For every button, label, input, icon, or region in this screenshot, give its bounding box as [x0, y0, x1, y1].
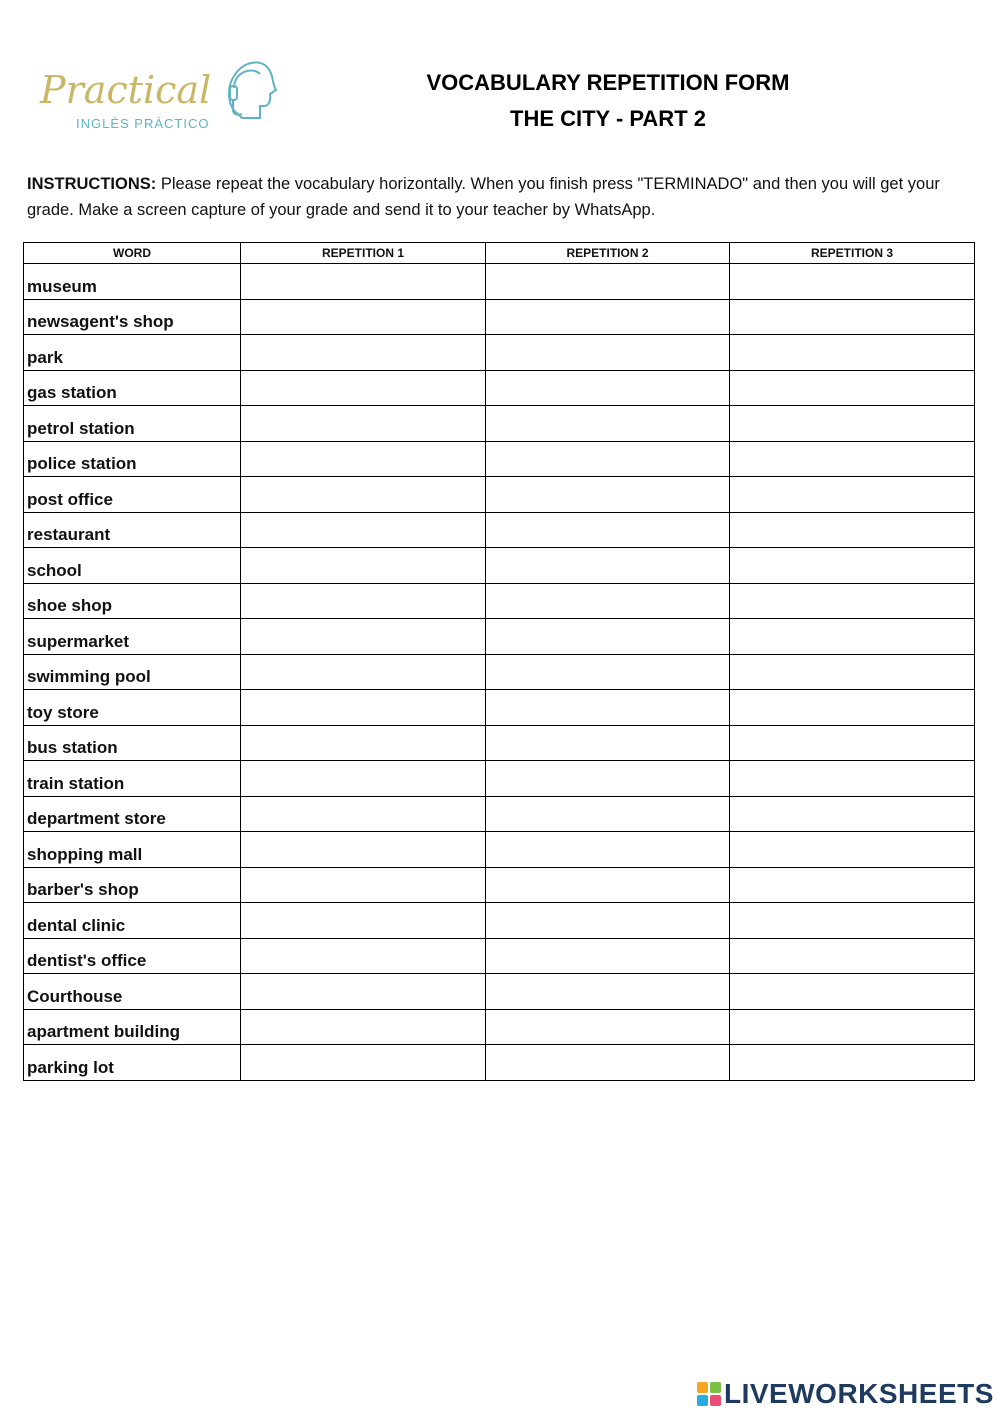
repetition-1-input[interactable]: [241, 583, 486, 619]
table-row: [24, 370, 975, 406]
table-row: [24, 548, 975, 584]
repetition-1-input[interactable]: [241, 619, 486, 655]
word-cell: dental clinic: [24, 903, 241, 939]
word-cell: toy store: [24, 690, 241, 726]
table-row: [24, 867, 975, 903]
repetition-1-input[interactable]: [241, 512, 486, 548]
word-cell: Courthouse: [24, 974, 241, 1010]
practical-logo: [38, 48, 278, 138]
logo-script-text: Practical: [40, 68, 212, 112]
headphone-band-icon: [234, 70, 260, 88]
repetition-3-input[interactable]: [730, 299, 975, 335]
repetition-1-input[interactable]: [241, 406, 486, 442]
repetition-2-input[interactable]: [486, 441, 730, 477]
word-cell: department store: [24, 796, 241, 832]
repetition-1-input[interactable]: [241, 477, 486, 513]
repetition-3-input[interactable]: [730, 690, 975, 726]
word-cell: apartment building: [24, 1009, 241, 1045]
table-row: [24, 654, 975, 690]
repetition-3-input[interactable]: [730, 406, 975, 442]
word-cell: petrol station: [24, 406, 241, 442]
repetition-1-input[interactable]: [241, 1009, 486, 1045]
word-cell: restaurant: [24, 512, 241, 548]
repetition-2-input[interactable]: [486, 725, 730, 761]
header-word: WORD: [24, 243, 241, 264]
table-row: [24, 903, 975, 939]
table-row: [24, 512, 975, 548]
repetition-1-input[interactable]: [241, 441, 486, 477]
repetition-3-input[interactable]: [730, 796, 975, 832]
repetition-2-input[interactable]: [486, 619, 730, 655]
repetition-1-input[interactable]: [241, 299, 486, 335]
repetition-1-input[interactable]: [241, 761, 486, 797]
word-cell: newsagent's shop: [24, 299, 241, 335]
repetition-2-input[interactable]: [486, 903, 730, 939]
repetition-3-input[interactable]: [730, 264, 975, 300]
table-row: [24, 264, 975, 300]
word-cell: police station: [24, 441, 241, 477]
repetition-2-input[interactable]: [486, 583, 730, 619]
word-cell: barber's shop: [24, 867, 241, 903]
logo-square-icon: [697, 1395, 708, 1406]
repetition-2-input[interactable]: [486, 1045, 730, 1081]
headphone-ear-icon: [230, 86, 237, 100]
repetition-2-input[interactable]: [486, 867, 730, 903]
repetition-1-input[interactable]: [241, 796, 486, 832]
repetition-3-input[interactable]: [730, 548, 975, 584]
repetition-3-input[interactable]: [730, 938, 975, 974]
header-repetition-2: REPETITION 2: [486, 243, 730, 264]
repetition-3-input[interactable]: [730, 370, 975, 406]
word-cell: school: [24, 548, 241, 584]
repetition-2-input[interactable]: [486, 761, 730, 797]
table-row: [24, 477, 975, 513]
repetition-2-input[interactable]: [486, 974, 730, 1010]
repetition-3-input[interactable]: [730, 512, 975, 548]
repetition-2-input[interactable]: [486, 832, 730, 868]
word-cell: gas station: [24, 370, 241, 406]
repetition-3-input[interactable]: [730, 583, 975, 619]
table-row: [24, 761, 975, 797]
repetition-2-input[interactable]: [486, 796, 730, 832]
repetition-1-input[interactable]: [241, 974, 486, 1010]
repetition-1-input[interactable]: [241, 264, 486, 300]
repetition-1-input[interactable]: [241, 370, 486, 406]
table-row: [24, 725, 975, 761]
repetition-1-input[interactable]: [241, 938, 486, 974]
repetition-3-input[interactable]: [730, 1009, 975, 1045]
repetition-3-input[interactable]: [730, 761, 975, 797]
table-row: [24, 335, 975, 371]
repetition-1-input[interactable]: [241, 903, 486, 939]
table-row: [24, 441, 975, 477]
repetition-3-input[interactable]: [730, 903, 975, 939]
form-title: VOCABULARY REPETITION FORM: [426, 70, 790, 95]
word-cell: museum: [24, 264, 241, 300]
repetition-3-input[interactable]: [730, 832, 975, 868]
header-repetition-3: REPETITION 3: [730, 243, 975, 264]
table-row: [24, 832, 975, 868]
logo-square-icon: [697, 1382, 708, 1393]
word-cell: parking lot: [24, 1045, 241, 1081]
repetition-3-input[interactable]: [730, 619, 975, 655]
repetition-3-input[interactable]: [730, 477, 975, 513]
vocabulary-table: [23, 242, 975, 1081]
word-cell: park: [24, 335, 241, 371]
repetition-2-input[interactable]: [486, 654, 730, 690]
table-row: [24, 1009, 975, 1045]
repetition-3-input[interactable]: [730, 725, 975, 761]
repetition-1-input[interactable]: [241, 1045, 486, 1081]
logo-square-icon: [710, 1395, 721, 1406]
logo-square-icon: [710, 1382, 721, 1393]
table-row: [24, 1045, 975, 1081]
table-row: [24, 299, 975, 335]
repetition-2-input[interactable]: [486, 548, 730, 584]
repetition-2-input[interactable]: [486, 370, 730, 406]
repetition-3-input[interactable]: [730, 335, 975, 371]
repetition-3-input[interactable]: [730, 441, 975, 477]
repetition-1-input[interactable]: [241, 832, 486, 868]
word-cell: swimming pool: [24, 654, 241, 690]
repetition-2-input[interactable]: [486, 335, 730, 371]
liveworksheets-icon: [697, 1382, 721, 1406]
repetition-3-input[interactable]: [730, 1045, 975, 1081]
repetition-1-input[interactable]: [241, 548, 486, 584]
word-cell: post office: [24, 477, 241, 513]
word-cell: supermarket: [24, 619, 241, 655]
word-cell: shoe shop: [24, 583, 241, 619]
repetition-2-input[interactable]: [486, 477, 730, 513]
liveworksheets-brand: [697, 1378, 994, 1410]
table-row: [24, 938, 975, 974]
liveworksheets-text: LIVEWORKSHEETS: [724, 1378, 994, 1409]
repetition-1-input[interactable]: [241, 725, 486, 761]
repetition-2-input[interactable]: [486, 299, 730, 335]
repetition-3-input[interactable]: [730, 974, 975, 1010]
form-subtitle: THE CITY - PART 2: [510, 106, 706, 131]
repetition-1-input[interactable]: [241, 690, 486, 726]
table-row: [24, 619, 975, 655]
word-cell: train station: [24, 761, 241, 797]
instructions: [27, 171, 977, 223]
header-repetition-1: REPETITION 1: [241, 243, 486, 264]
table-row: [24, 796, 975, 832]
repetition-1-input[interactable]: [241, 654, 486, 690]
table-row: [24, 406, 975, 442]
word-cell: bus station: [24, 725, 241, 761]
repetition-2-input[interactable]: [486, 512, 730, 548]
repetition-2-input[interactable]: [486, 938, 730, 974]
logo-subtitle: INGLÉS PRÁCTICO: [76, 116, 210, 131]
table-header-row: [24, 243, 975, 264]
table-row: [24, 583, 975, 619]
table-row: [24, 974, 975, 1010]
instructions-text: Please repeat the vocabulary horizontally. When you finish press "TERMINADO" and then you will get your grade. Make a screen capture of your grade and send it to your teacher by WhatsApp.: [27, 175, 940, 219]
repetition-2-input[interactable]: [486, 1009, 730, 1045]
repetition-3-input[interactable]: [730, 867, 975, 903]
instructions-label: INSTRUCTIONS:: [27, 175, 157, 193]
repetition-1-input[interactable]: [241, 867, 486, 903]
repetition-2-input[interactable]: [486, 690, 730, 726]
repetition-2-input[interactable]: [486, 264, 730, 300]
table-row: [24, 690, 975, 726]
word-cell: shopping mall: [24, 832, 241, 868]
repetition-1-input[interactable]: [241, 335, 486, 371]
repetition-3-input[interactable]: [730, 654, 975, 690]
logo-graphic: [38, 48, 278, 138]
word-cell: dentist's office: [24, 938, 241, 974]
repetition-2-input[interactable]: [486, 406, 730, 442]
